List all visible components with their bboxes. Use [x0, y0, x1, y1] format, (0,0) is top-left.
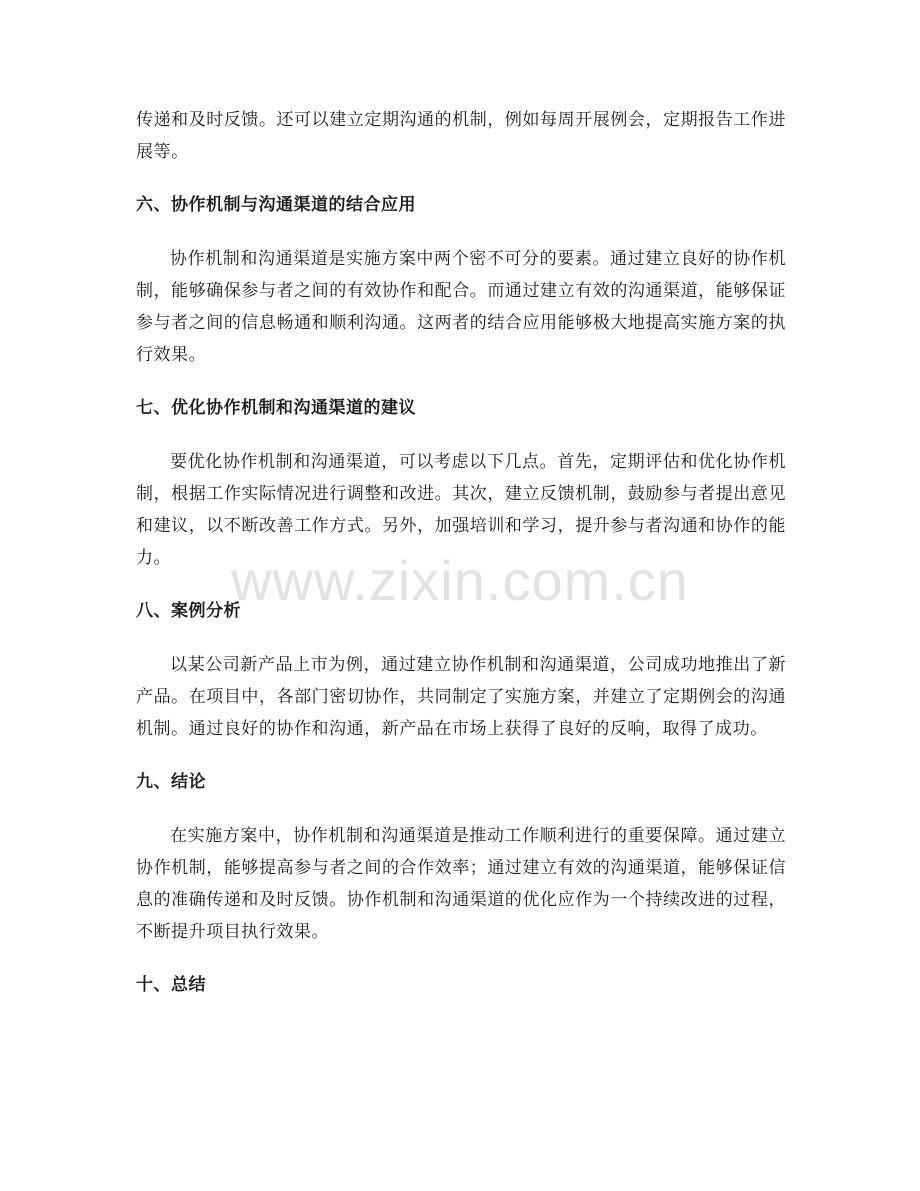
section-heading-9: 九、结论 [136, 772, 206, 792]
section-body-8: 以某公司新产品上市为例，通过建立协作机制和沟通渠道，公司成功地推出了新产品。在项目中，各部门密切协作，共同制定了实施方案，并建立了定期例会的沟通机制。通过良好的协作和沟通，新产品在市场上获得了良好的反响，取得了成功。 [136, 655, 786, 739]
section-heading-8: 八、案例分析 [136, 601, 241, 621]
section-body-7: 要优化协作机制和沟通渠道，可以考虑以下几点。首先，定期评估和优化协作机制，根据工作实际情况进行调整和改进。其次，建立反馈机制，鼓励参与者提出意见和建议，以不断改善工作方式。另外，加强培训和学习，提升参与者沟通和协作的能力。 [136, 452, 786, 568]
document-page [136, 104, 786, 1001]
section-heading-10: 十、总结 [136, 975, 206, 995]
section-heading-6: 六、协作机制与沟通渠道的结合应用 [136, 195, 416, 215]
section-heading-7: 七、优化协作机制和沟通渠道的建议 [136, 398, 416, 418]
section-body-6: 协作机制和沟通渠道是实施方案中两个密不可分的要素。通过建立良好的协作机制，能够确保参与者之间的有效协作和配合。而通过建立有效的沟通渠道，能够保证参与者之间的信息畅通和顺利沟通。这两者的结合应用能够极大地提高实施方案的执行效果。 [136, 249, 786, 365]
section-body-9: 在实施方案中，协作机制和沟通渠道是推动工作顺利进行的重要保障。通过建立协作机制，能够提高参与者之间的合作效率；通过建立有效的沟通渠道，能够保证信息的准确传递和及时反馈。协作机制和沟通渠道的优化应作为一个持续改进的过程，不断提升项目执行效果。 [136, 826, 786, 942]
watermark-text: www.zixin.com.cn [231, 549, 689, 612]
intro-paragraph: 传递和及时反馈。还可以建立定期沟通的机制，例如每周开展例会，定期报告工作进展等。 [136, 110, 786, 162]
